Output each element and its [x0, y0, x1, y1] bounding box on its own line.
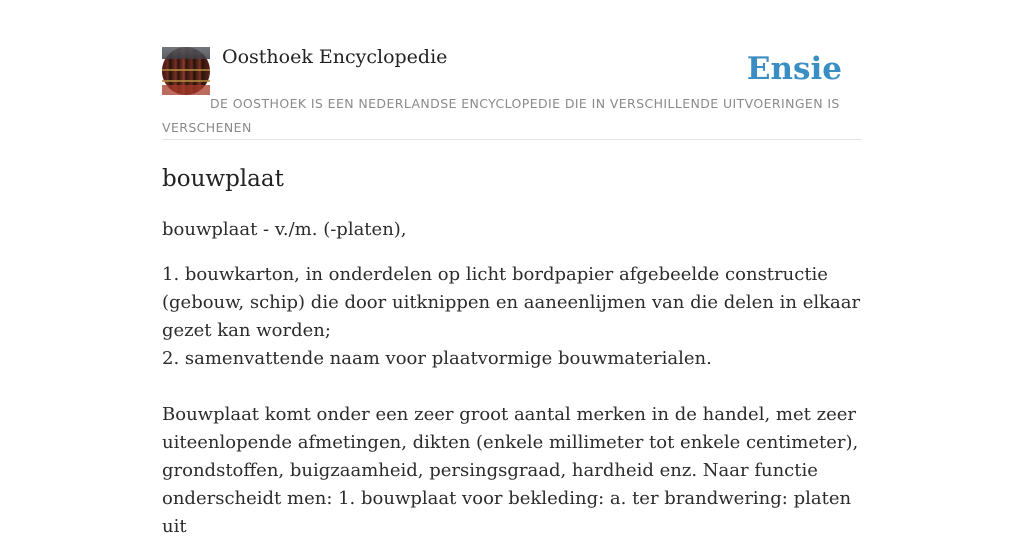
- avatar-book-top: [162, 47, 210, 59]
- article-body: 1. bouwkarton, in onderdelen op licht bordpapier afgebeelde constructie (gebouw, schip) die door uitknippen en aaneenlijmen van die delen in elkaar gezet kan worden; 2. samenvattende naam voor plaatvormige bouwmaterialen. Bouwplaat komt onder een zeer groot aantal merken in de handel, met zeer uiteenlopende afmetingen, dikten (enkele millimeter tot enkele centimeter), grondstoffen, buigzaamheid, persingsgraad, hardheid enz. Naar functie onderscheidt men: 1. bouwplaat voor bekleding: a. ter brandwering: platen uit: [162, 264, 861, 537]
- site-header: [162, 40, 862, 140]
- ensie-logo-link[interactable]: Ensie: [746, 51, 842, 87]
- site-tagline: DE OOSTHOEK IS EEN NEDERLANDSE ENCYCLOPEDIE DIE IN VERSCHILLENDE UITVOERINGEN IS VERSCHENEN: [162, 96, 840, 135]
- article: [162, 160, 862, 541]
- article-definition: bouwplaat - v./m. (-platen),: [162, 219, 407, 240]
- site-name-link[interactable]: Oosthoek Encyclopedie: [222, 46, 448, 68]
- avatar-gold-band: [162, 69, 210, 71]
- article-title: bouwplaat: [162, 166, 284, 192]
- encyclopedia-avatar[interactable]: [162, 47, 210, 95]
- avatar-gold-band: [162, 80, 210, 82]
